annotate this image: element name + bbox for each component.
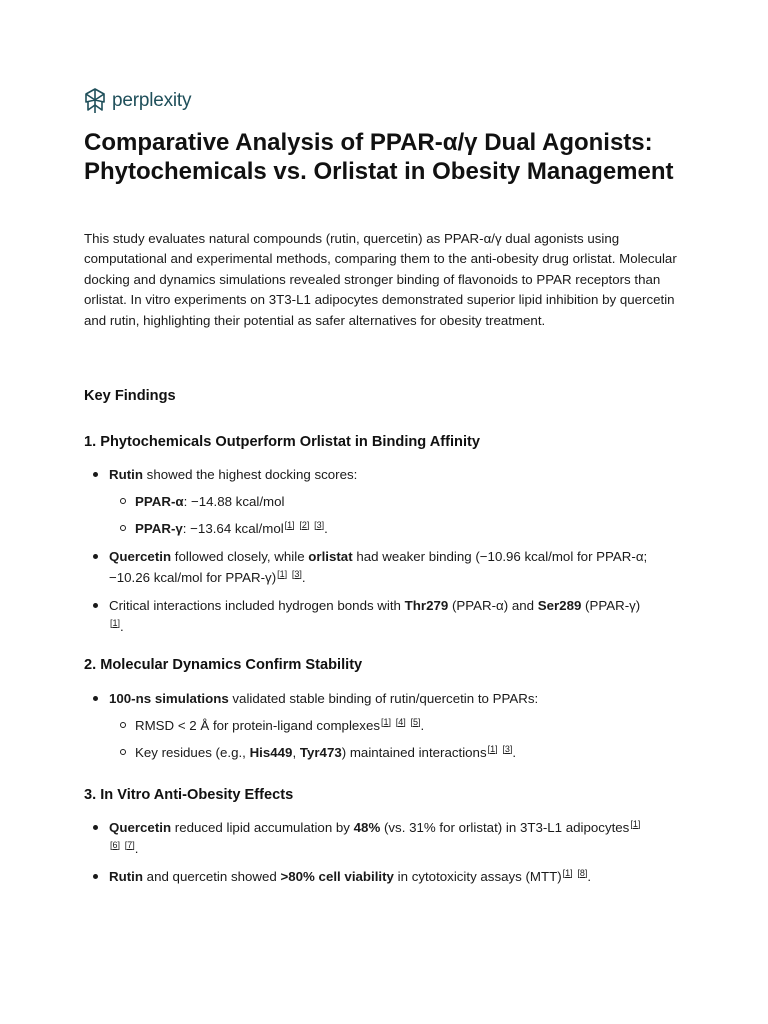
page-title: Comparative Analysis of PPAR-α/γ Dual Agonists: Phytochemicals vs. Orlistat in Obesity Management <box>84 129 674 185</box>
citation-link[interactable]: [7] <box>124 839 135 850</box>
section-heading: 1. Phytochemicals Outperform Orlistat in Binding Affinity <box>84 434 480 450</box>
item-text: (PPAR-α) and <box>448 598 538 613</box>
bold-term: Rutin <box>109 467 143 482</box>
bold-term: >80% cell viability <box>280 869 394 884</box>
citation-link[interactable]: [1] <box>630 818 641 829</box>
punctuation: . <box>301 570 306 585</box>
punctuation: . <box>120 619 124 634</box>
bold-term: orlistat <box>308 549 353 564</box>
intro-paragraph: This study evaluates natural compounds (rutin, quercetin) as PPAR-α/γ dual agonists using computational and experimental methods, comparing them to the anti-obesity drug orlistat. Molecular docking and dynamics simulations revealed stronger binding of flavonoids to PPAR receptors than orlistat. In vitro experiments on 3T3-L1 adipocytes demonstrated superior lipid inhibition by quercetin and rutin, highlighting their potential as safer alternatives for obesity treatment. <box>84 231 677 328</box>
item-text: : −14.88 kcal/mol <box>183 494 285 509</box>
citation-link[interactable]: [3] <box>502 743 513 754</box>
citation-link[interactable]: [8] <box>577 867 588 878</box>
citation-link[interactable]: [4] <box>395 716 406 727</box>
sub-list-item <box>109 518 682 539</box>
bold-term: His449 <box>249 745 293 760</box>
item-text: : −13.64 kcal/mol <box>182 521 284 536</box>
section-heading: 3. In Vitro Anti-Obesity Effects <box>84 787 294 803</box>
key-findings-heading: Key Findings <box>84 388 176 404</box>
item-text: , <box>292 745 300 760</box>
citation-link[interactable]: [3] <box>291 568 302 579</box>
bold-term: Rutin <box>109 869 143 884</box>
list-item <box>92 817 682 859</box>
punctuation: . <box>324 521 328 536</box>
bold-term: PPAR-γ <box>135 521 183 536</box>
item-text: reduced lipid accumulation by <box>171 820 354 835</box>
item-text: ) maintained interactions <box>341 745 487 760</box>
item-text: had weaker binding (−10.96 kcal/mol for PPAR-α; −10.26 kcal/mol for PPAR-γ) <box>109 549 648 585</box>
list-item <box>92 688 682 763</box>
list-item <box>92 546 682 588</box>
item-text: and quercetin showed <box>142 869 281 884</box>
citation-link[interactable]: [5] <box>410 716 421 727</box>
item-text: in cytotoxicity assays (MTT) <box>393 869 562 884</box>
citation-link[interactable]: [1] <box>284 519 295 530</box>
sub-list-item <box>109 491 682 512</box>
citation-link[interactable]: [3] <box>314 519 325 530</box>
citation-link[interactable]: [1] <box>381 716 392 727</box>
item-text: followed closely, while <box>171 549 309 564</box>
bold-term: 100-ns simulations <box>109 691 229 706</box>
sub-list-item <box>109 715 682 736</box>
section-2-list <box>92 688 682 770</box>
citation-link[interactable]: [1] <box>487 743 498 754</box>
bold-term: 48% <box>353 820 381 835</box>
item-text: Key residues (e.g., <box>135 745 250 760</box>
punctuation: . <box>512 745 517 760</box>
list-item <box>92 866 682 887</box>
list-item <box>92 595 682 637</box>
bold-term: Ser289 <box>537 598 582 613</box>
bold-term: Quercetin <box>109 549 172 564</box>
item-text: (PPAR-γ) <box>581 598 641 613</box>
punctuation: . <box>587 869 592 884</box>
item-text: validated stable binding of rutin/quercetin to PPARs: <box>228 691 539 706</box>
citation-link[interactable]: [1] <box>110 617 121 628</box>
brand-header[interactable] <box>84 88 191 114</box>
citation-link[interactable]: [6] <box>110 839 121 850</box>
section-1-list <box>92 464 682 644</box>
bold-term: PPAR-α <box>135 494 184 509</box>
citation-link[interactable]: [1] <box>562 867 573 878</box>
sub-list <box>109 715 682 763</box>
list-item <box>92 464 682 539</box>
punctuation: . <box>420 718 425 733</box>
bold-term: Thr279 <box>404 598 449 613</box>
item-text: showed the highest docking scores: <box>142 467 358 482</box>
punctuation: . <box>134 841 139 856</box>
bold-term: Tyr473 <box>299 745 342 760</box>
bold-term: Quercetin <box>109 820 172 835</box>
section-heading: 2. Molecular Dynamics Confirm Stability <box>84 657 363 673</box>
brand-name: perplexity <box>112 90 192 111</box>
sub-list <box>109 491 682 539</box>
item-text: Critical interactions included hydrogen bonds with <box>109 598 405 613</box>
sub-list-item <box>109 742 682 763</box>
section-3-list <box>92 817 682 894</box>
perplexity-logo-icon <box>84 88 106 114</box>
item-text: (vs. 31% for orlistat) in 3T3-L1 adipocytes <box>380 820 630 835</box>
citation-link[interactable]: [2] <box>299 519 310 530</box>
citation-link[interactable]: [1] <box>277 568 288 579</box>
item-text: RMSD < 2 Å for protein-ligand complexes <box>135 718 380 733</box>
